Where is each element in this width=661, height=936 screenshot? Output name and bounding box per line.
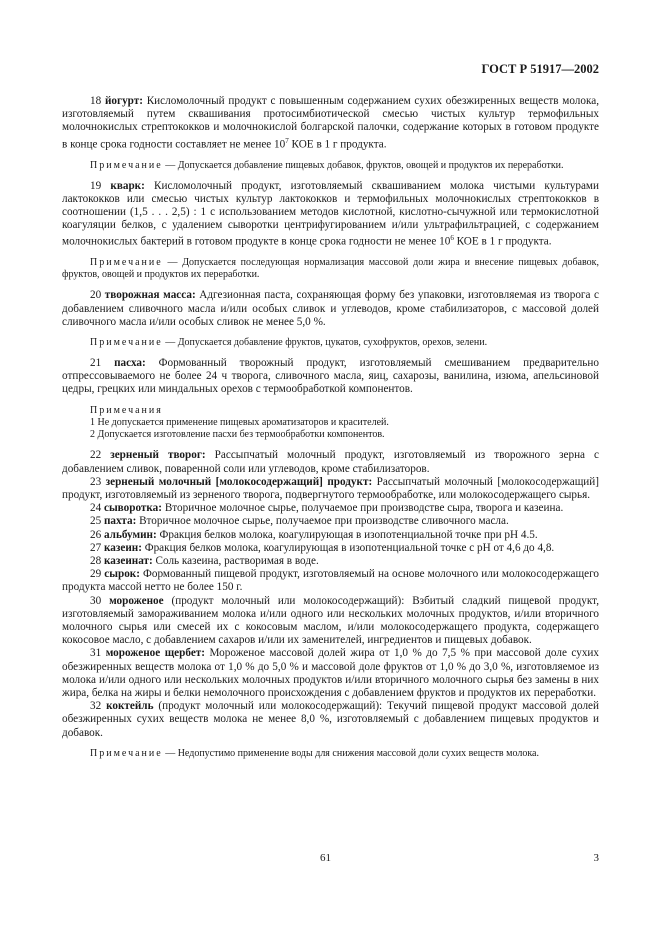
term-23: 23 зерненый молочный [молокосодержащий] продукт: Рассыпчатый молочный [молокосодержащий] продукт, изготовляемый из зерненого творога, подвергнутого термообработке, или молокосодержащего сырья. <box>62 475 600 502</box>
term-26: 26 альбумин: Фракция белков молока, коагулирующая в изопотенциальной точке при pH 4.5. <box>90 528 538 541</box>
note-32: Примечание — Недопустимо применение воды для снижения массовой доли сухих веществ молока. <box>90 747 539 759</box>
page-number-center: 61 <box>320 852 331 864</box>
term-22: 22 зерненый творог: Рассыпчатый молочный продукт, изготовляемый из творожного зерна с добавлением сливок, поваренной соли или углеводов, кроме стабилизаторов. <box>62 449 600 475</box>
notes-label: Примечания <box>90 404 163 416</box>
term-30: 30 мороженое (продукт молочный или молокосодержащий): Взбитый сладкий пищевой продукт, изготовляемый замораживанием молока и/или одного или нескольких молочных продуктов, и/или вторичного молочного сырья или смесей их с кокосовым маслом, и/или молокосодержащего продукта, содержащего кокосовое масло, с добавлением сахаров и/или их заменителей, ингредиентов и пищевых добавок. <box>62 594 600 647</box>
term-27: 27 казеин: Фракция белков молока, коагулирующая в изопотенциальной точке с pH от 4,6 до 4,8. <box>90 541 555 554</box>
term-21: 21 пасха: Формованный творожный продукт, изготовляемый смешиванием предварительно отпрессовываемого не более 24 ч творога, сливочного масла, яиц, сахарозы, ванилина, изюма, апельсиновой цедры, грецких или миндальных орехов с термообработкой компонентов. <box>62 356 599 396</box>
note-20: Примечание — Допускается добавление фруктов, цукатов, сухофруктов, орехов, зелени. <box>90 336 488 348</box>
note-item: 1 Не допускается применение пищевых ароматизаторов и красителей. <box>90 416 389 428</box>
term-20: 20 творожная масса: Адгезионная паста, сохраняющая форму без упаковки, изготовляемая из творога с добавлением сливочного масла и/или особых сливок и углеводов, кроме стабилизаторов, с массовой долей сливочного масла и/или особых сливок не менее 5,0 %. <box>62 289 600 328</box>
page-number-right: 3 <box>593 852 599 864</box>
standard-header: ГОСТ Р 51917—2002 <box>481 62 599 76</box>
notes-21 <box>90 405 599 442</box>
term-24: 24 сыворотка: Вторичное молочное сырье, получаемое при производстве сыра, творога и казеина. <box>90 502 564 515</box>
note-19: Примечание — Допускается последующая нормализация массовой доли жира и внесение пищевых добавок, фруктов, овощей и продуктов их переработки. <box>62 257 599 281</box>
document-body <box>62 95 599 768</box>
term-28: 28 казеинат: Соль казеина, растворимая в воде. <box>90 555 319 568</box>
term-18: 18 йогурт: Кисломолочный продукт с повышенным содержанием сухих обезжиренных веществ молока, изготовляемый путем сквашивания протосимбиотической смесью чистых культур термофильных молочнокислых стрептококков и молочнокислой болгарской палочки, содержание которых в готовом продукте в конце срока годности составляет не менее $10^7$ КОЕ в 1 г продукта. <box>62 95 600 151</box>
term-32: 32 коктейль (продукт молочный или молокосодержащий): Текучий пищевой продукт массовой долей обезжиренных сухих веществ молока не менее 8,0 %, изготовляемый с добавлением пищевых продуктов и добавок. <box>62 700 599 739</box>
term-25: 25 пахта: Вторичное молочное сырье, получаемое при производстве сливочного масла. <box>90 515 509 528</box>
term-19: 19 кварк: Кисломолочный продукт, изготовляемый сквашиванием молока чистыми культурами лактококков или смесью чистых культур лактококков и термофильных молочнокислых стрептококков в соотношении (1,5 . . . 2,5) : 1 с использованием методов кислотной, кислотно-сычужной или термокислотной коагуляции белков, с удалением сыворотки центрифугированием и/или ультрафильтрацией, с содержанием молочнокислых бактерий в готовом продукте в конце срока годности не менее $10^6$ КОЕ в 1 г продукта. <box>62 179 599 249</box>
note-18: Примечание — Допускается добавление пищевых добавок, фруктов, овощей и продуктов их переработки. <box>90 159 564 171</box>
term-29: 29 сырок: Формованный пищевой продукт, изготовляемый на основе молочного или молокосодержащего продукта массой нетто не более 150 г. <box>62 568 599 594</box>
note-item: 2 Допускается изготовление пасхи без термообработки компонентов. <box>90 429 385 441</box>
term-31: 31 мороженое щербет: Мороженое массовой долей жира от 1,0 % до 7,5 % при массовой доле сухих обезжиренных веществ молока от 1,0 % до 5,0 % и массовой доле фруктов от 1,0 % до 3,0 %, изготовляемое из молока и/или одного или нескольких молочных продуктов и/или вторичного молочного сырья без замены в них жира, белка на жиры и белки немолочного происхождения с добавлением фруктов и продуктов их переработки. <box>62 647 600 700</box>
